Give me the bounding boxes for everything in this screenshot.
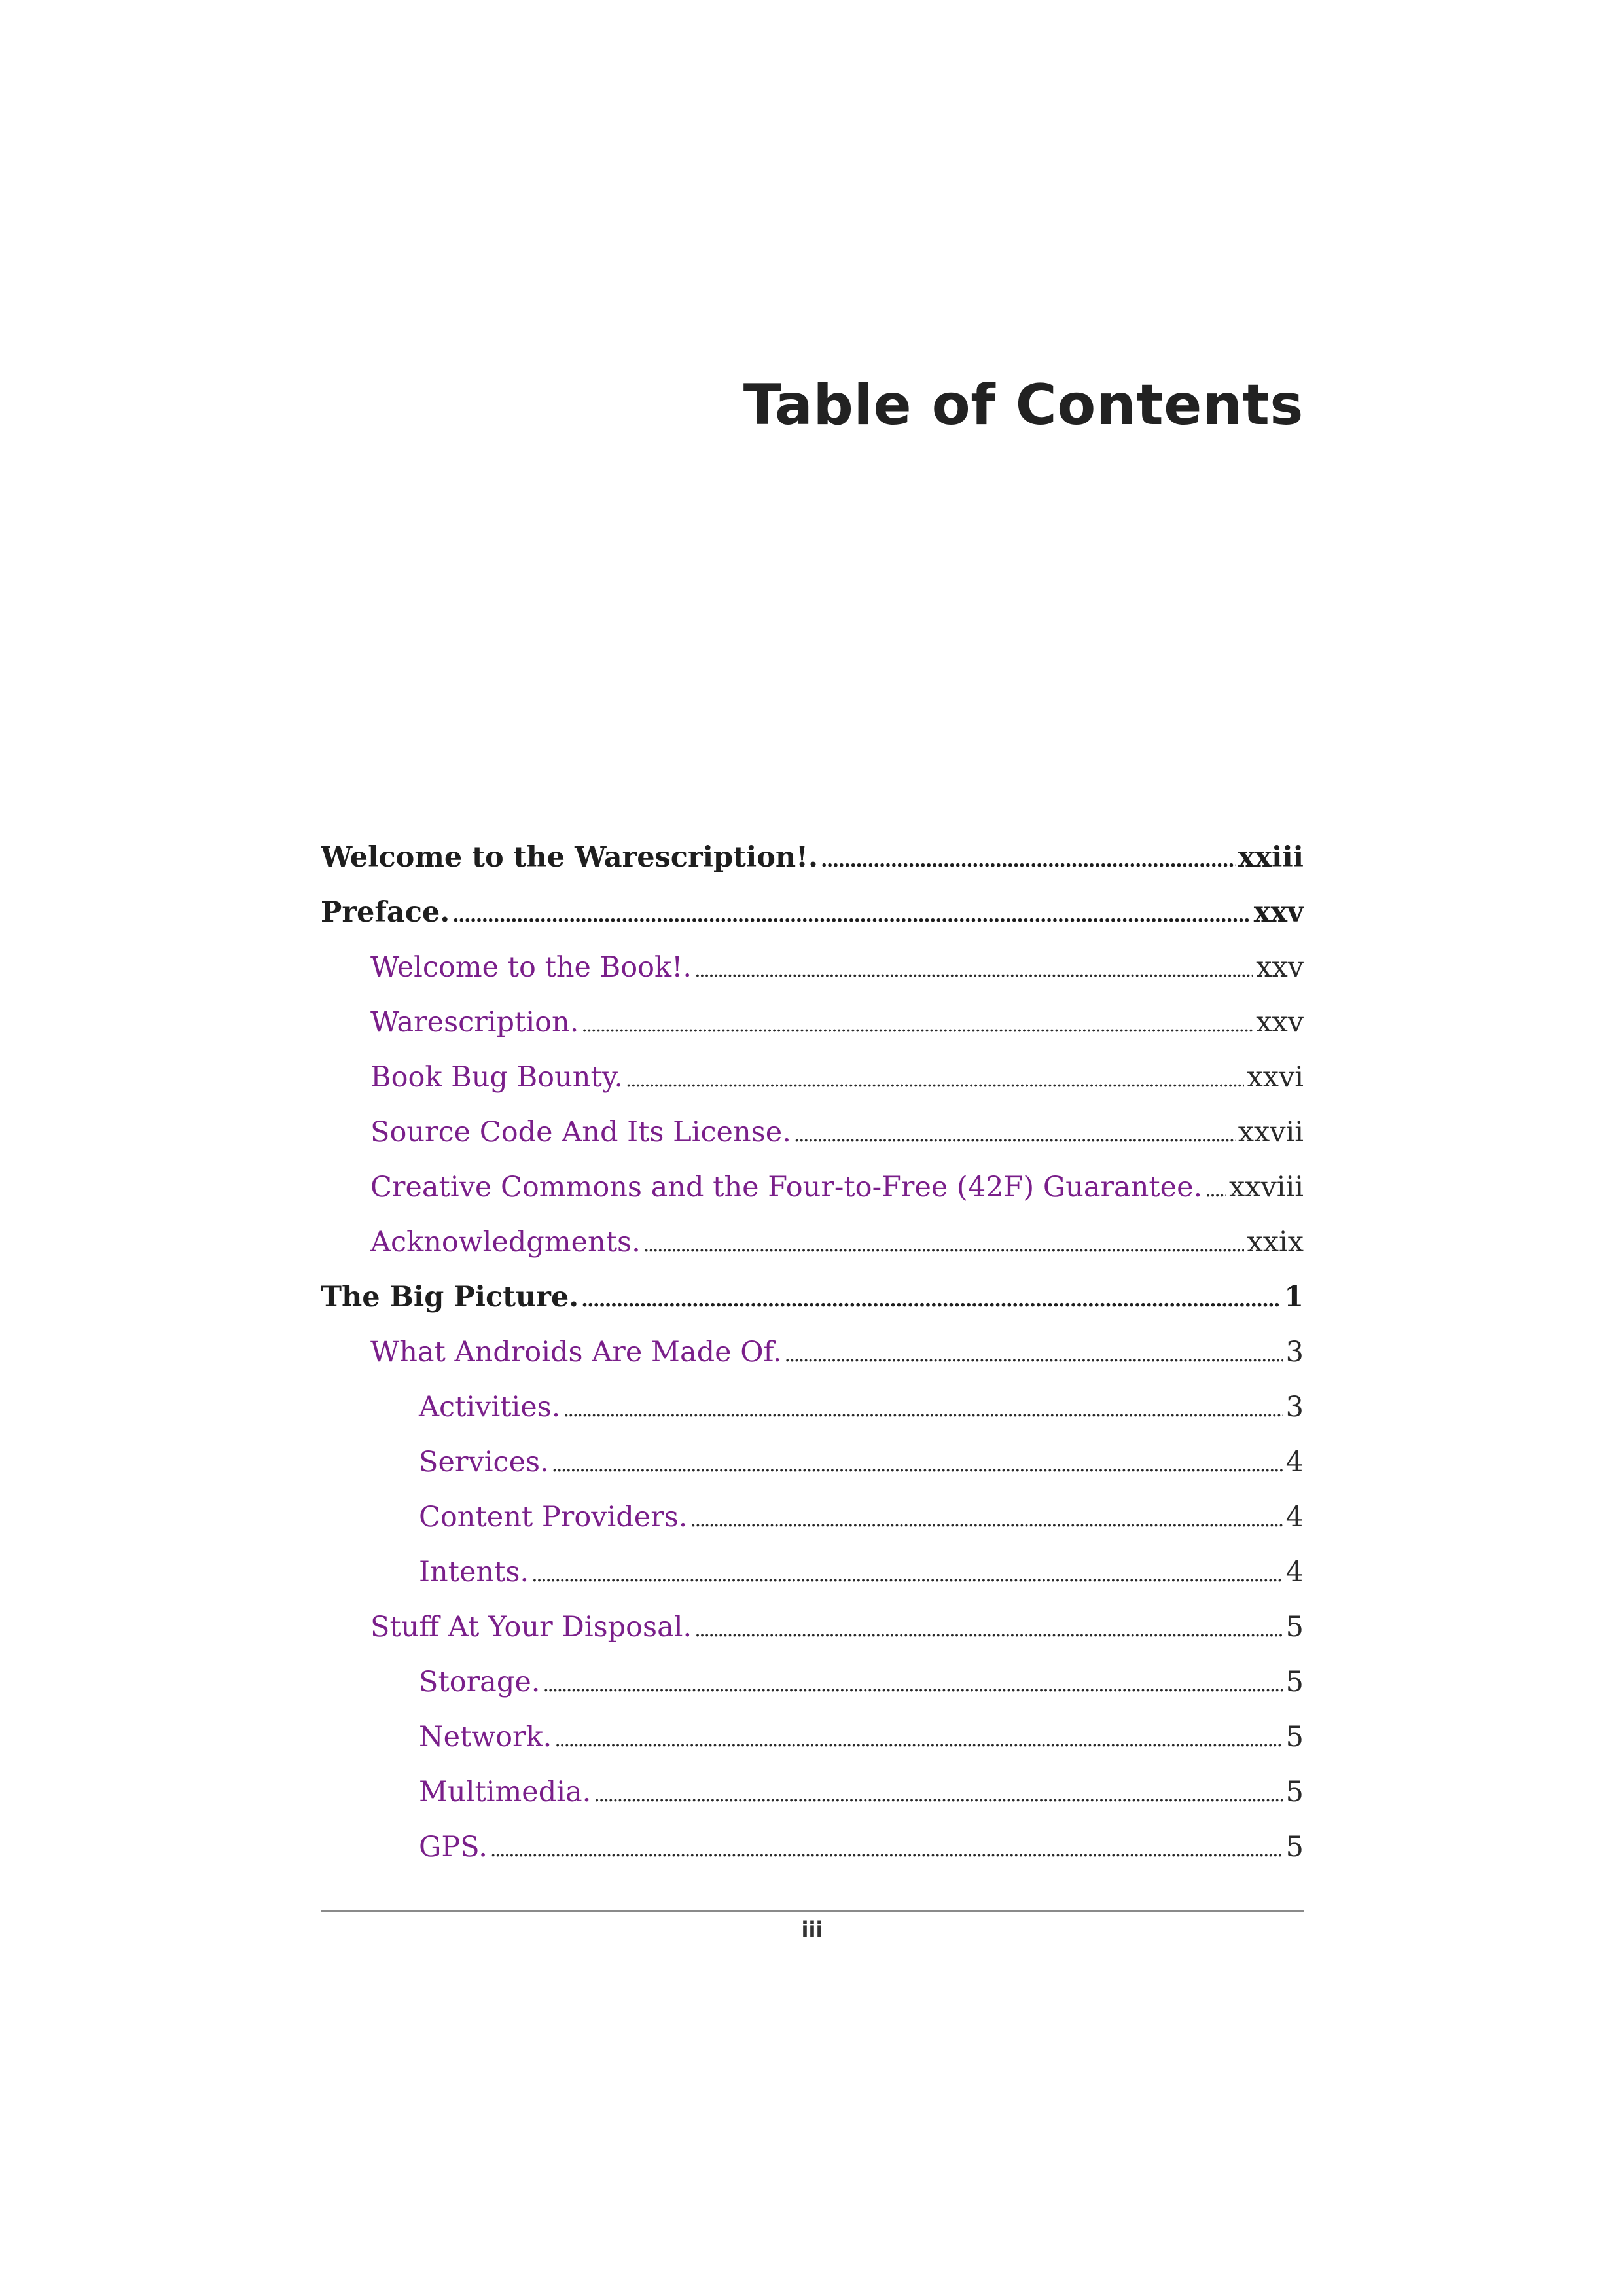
toc-entry-page: 5 xyxy=(1285,1611,1304,1643)
toc-entry-page: 5 xyxy=(1285,1831,1304,1863)
toc-entry-page: xxvii xyxy=(1238,1116,1304,1149)
toc-entry[interactable] xyxy=(321,1490,1304,1545)
page-title: Table of Contents xyxy=(743,372,1304,438)
toc-entry-title[interactable]: GPS. xyxy=(419,1831,488,1863)
toc-entry-title[interactable]: Stuff At Your Disposal. xyxy=(370,1611,692,1643)
toc-entry-page: 5 xyxy=(1285,1776,1304,1808)
toc-entry[interactable] xyxy=(321,940,1304,995)
toc-leader-dots xyxy=(531,1548,1283,1600)
toc-entry[interactable] xyxy=(321,1435,1304,1490)
toc-entry[interactable] xyxy=(321,1380,1304,1435)
toc-entry[interactable] xyxy=(321,830,1304,885)
toc-entry[interactable] xyxy=(321,1160,1304,1215)
table-of-contents xyxy=(321,830,1304,1874)
toc-entry-title[interactable]: Acknowledgments. xyxy=(370,1226,641,1259)
toc-entry[interactable] xyxy=(321,1325,1304,1380)
toc-entry-title[interactable]: Welcome to the Book!. xyxy=(370,951,692,984)
toc-entry-page: 3 xyxy=(1285,1336,1304,1369)
toc-entry[interactable] xyxy=(321,1710,1304,1765)
toc-entry-title[interactable]: Welcome to the Warescription!. xyxy=(321,841,818,874)
toc-entry[interactable] xyxy=(321,1545,1304,1600)
toc-leader-dots xyxy=(581,1273,1281,1325)
toc-entry-page: xxv xyxy=(1253,896,1304,929)
toc-entry[interactable] xyxy=(321,1215,1304,1270)
toc-leader-dots xyxy=(563,1383,1283,1435)
toc-leader-dots xyxy=(643,1218,1245,1270)
toc-leader-dots xyxy=(554,1713,1283,1765)
toc-entry-title[interactable]: Creative Commons and the Four-to-Free (42F) Guarantee. xyxy=(370,1171,1203,1204)
toc-entry-page: xxv xyxy=(1256,1006,1304,1039)
toc-entry-title[interactable]: Book Bug Bounty. xyxy=(370,1061,623,1094)
toc-entry-title[interactable]: Preface. xyxy=(321,896,450,929)
toc-leader-dots xyxy=(581,998,1253,1050)
toc-entry-page: 5 xyxy=(1285,1666,1304,1698)
toc-entry-page: 5 xyxy=(1285,1721,1304,1753)
toc-entry-title[interactable]: Storage. xyxy=(419,1666,541,1698)
toc-entry[interactable] xyxy=(321,1765,1304,1820)
toc-entry[interactable] xyxy=(321,1600,1304,1655)
toc-entry-page: 3 xyxy=(1285,1391,1304,1424)
toc-entry[interactable] xyxy=(321,1655,1304,1710)
toc-leader-dots xyxy=(694,1603,1283,1655)
toc-entry-title[interactable]: Activities. xyxy=(419,1391,561,1424)
toc-leader-dots xyxy=(1205,1163,1226,1215)
toc-leader-dots xyxy=(552,1438,1283,1490)
toc-entry-title[interactable]: Services. xyxy=(419,1446,549,1479)
toc-entry-page: xxv xyxy=(1256,951,1304,984)
toc-leader-dots xyxy=(626,1053,1244,1105)
toc-entry-title[interactable]: Intents. xyxy=(419,1556,529,1588)
toc-entry[interactable] xyxy=(321,1270,1304,1325)
toc-entry-title[interactable]: What Androids Are Made Of. xyxy=(370,1336,782,1369)
toc-entry-title[interactable]: Warescription. xyxy=(370,1006,579,1039)
toc-leader-dots xyxy=(543,1658,1283,1710)
toc-entry[interactable] xyxy=(321,885,1304,940)
toc-leader-dots xyxy=(785,1328,1283,1380)
toc-leader-dots xyxy=(694,943,1253,995)
toc-entry-title[interactable]: Content Providers. xyxy=(419,1501,688,1534)
toc-entry-page: 1 xyxy=(1284,1281,1304,1314)
toc-entry-title[interactable]: Multimedia. xyxy=(419,1776,592,1808)
toc-entry-title[interactable]: Source Code And Its License. xyxy=(370,1116,791,1149)
page-number: iii xyxy=(801,1917,823,1942)
toc-entry-page: 4 xyxy=(1285,1501,1304,1534)
footer-divider xyxy=(321,1910,1304,1912)
toc-entry[interactable] xyxy=(321,1050,1304,1105)
toc-leader-dots xyxy=(690,1493,1283,1545)
toc-entry-page: xxix xyxy=(1247,1226,1304,1259)
toc-entry[interactable] xyxy=(321,1820,1304,1874)
toc-leader-dots xyxy=(821,833,1236,885)
toc-entry-page: 4 xyxy=(1285,1556,1304,1588)
toc-entry-page: xxiii xyxy=(1238,841,1304,874)
toc-leader-dots xyxy=(452,888,1251,940)
toc-entry-page: xxvi xyxy=(1247,1061,1304,1094)
toc-entry-page: xxviii xyxy=(1228,1171,1304,1204)
toc-entry-title[interactable]: The Big Picture. xyxy=(321,1281,579,1314)
toc-leader-dots xyxy=(490,1823,1283,1874)
toc-leader-dots xyxy=(594,1768,1283,1820)
toc-entry-title[interactable]: Network. xyxy=(419,1721,552,1753)
toc-leader-dots xyxy=(794,1108,1236,1160)
toc-entry[interactable] xyxy=(321,1105,1304,1160)
toc-entry-page: 4 xyxy=(1285,1446,1304,1479)
toc-entry[interactable] xyxy=(321,995,1304,1050)
